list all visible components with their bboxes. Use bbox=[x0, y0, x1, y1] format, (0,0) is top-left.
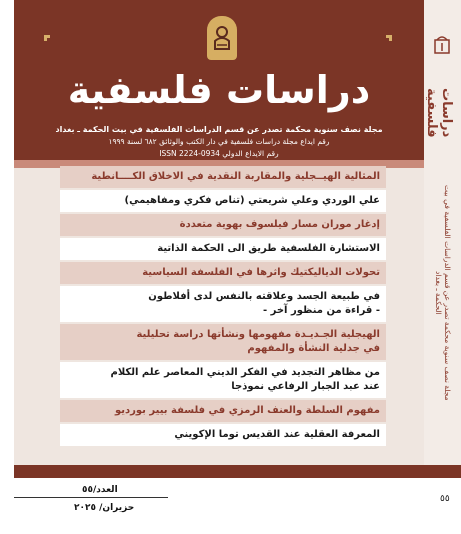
spine-subtitle: مجلة نصف سنوية محكمة تصدر عن قسم الدراسات الفلسفية في بيت الحكمة ـ بغداد bbox=[434, 185, 452, 401]
issue-number: العدد/٥٥ bbox=[82, 485, 118, 495]
toc-entry-line: عند عبد الجبار الرفاعي نموذجا bbox=[231, 381, 380, 392]
cover-header bbox=[14, 0, 424, 160]
toc-entry bbox=[60, 238, 386, 260]
toc-entry bbox=[60, 362, 386, 398]
toc-entry bbox=[60, 324, 386, 360]
bottom-band bbox=[14, 465, 461, 478]
journal-cover bbox=[14, 0, 461, 478]
toc-entry-line: تحولات الدياليكتيك واثرها في الفلسفة السياسية bbox=[142, 267, 380, 278]
page-number: ٥٥ bbox=[440, 494, 450, 504]
journal-subtitle: مجلة نصف سنوية محكمة تصدر عن قسم الدراسات الفلسفية في بيت الحكمة ـ بغداد bbox=[55, 125, 383, 134]
toc-entry-line: المعرفة العقلية عند القديس توما الإكويني bbox=[174, 429, 380, 440]
toc-entry-line: من مظاهر التجديد في الفكر الديني المعاصر علم الكلام bbox=[110, 367, 380, 378]
toc-entry-line: المثالية الهيــجلية والمقاربة النقدية في الاخلاق الكــــانطية bbox=[91, 171, 380, 182]
toc-entry-line: في جدلية النشأة والمفهوم bbox=[247, 343, 380, 354]
toc-entry-line: الهيجلية الجـديـدة مفهومها ونشأتها دراسة تحليلية bbox=[136, 329, 380, 340]
cover-spine bbox=[424, 0, 461, 478]
spine-logo-icon bbox=[434, 34, 450, 58]
toc-entry-line: - قراءة من منظور آخر - bbox=[262, 305, 380, 316]
page-footer bbox=[14, 480, 461, 534]
toc-entry-line: الاستشارة الفلسفية طريق الى الحكمة الذاتية bbox=[157, 243, 380, 254]
toc-entry-line: إدغار موران مسار فيلسوف بهوية متعددة bbox=[179, 219, 380, 230]
footer-rule bbox=[14, 497, 168, 498]
toc-entry bbox=[60, 400, 386, 422]
journal-title: دراسات فلسفية bbox=[67, 68, 371, 112]
spine-title: دراسات فلسفية bbox=[424, 88, 454, 138]
bayt-al-hikma-logo-icon bbox=[207, 16, 237, 60]
issn-number: رقم الايداع الدولي ISSN 2224-0934 bbox=[159, 149, 279, 158]
toc-entry bbox=[60, 214, 386, 236]
toc-entry-line: مفهوم السلطة والعنف الرمزي في فلسفة بيير بورديو bbox=[114, 405, 380, 416]
toc-entry-line: علي الوردي وعلي شريعتي (تناص فكري ومفاهيمي) bbox=[124, 195, 380, 206]
toc-entry bbox=[60, 166, 386, 188]
deposit-number: رقم ايداع مجلة دراسات فلسفية في دار الكتب والوثائق ٦٨٢ لسنة ١٩٩٩ bbox=[108, 137, 330, 146]
toc-entry bbox=[60, 424, 386, 446]
toc-entry bbox=[60, 262, 386, 284]
toc-entry bbox=[60, 286, 386, 322]
corner-ornament-left bbox=[44, 35, 50, 41]
toc-entry-line: في طبيعة الجسد وعلاقته بالنفس لدى أفلاطون bbox=[148, 291, 380, 302]
table-of-contents bbox=[60, 166, 386, 448]
corner-ornament-right bbox=[386, 35, 392, 41]
issue-date: حزيران/ ٢٠٢٥ bbox=[74, 503, 135, 513]
toc-entry bbox=[60, 190, 386, 212]
